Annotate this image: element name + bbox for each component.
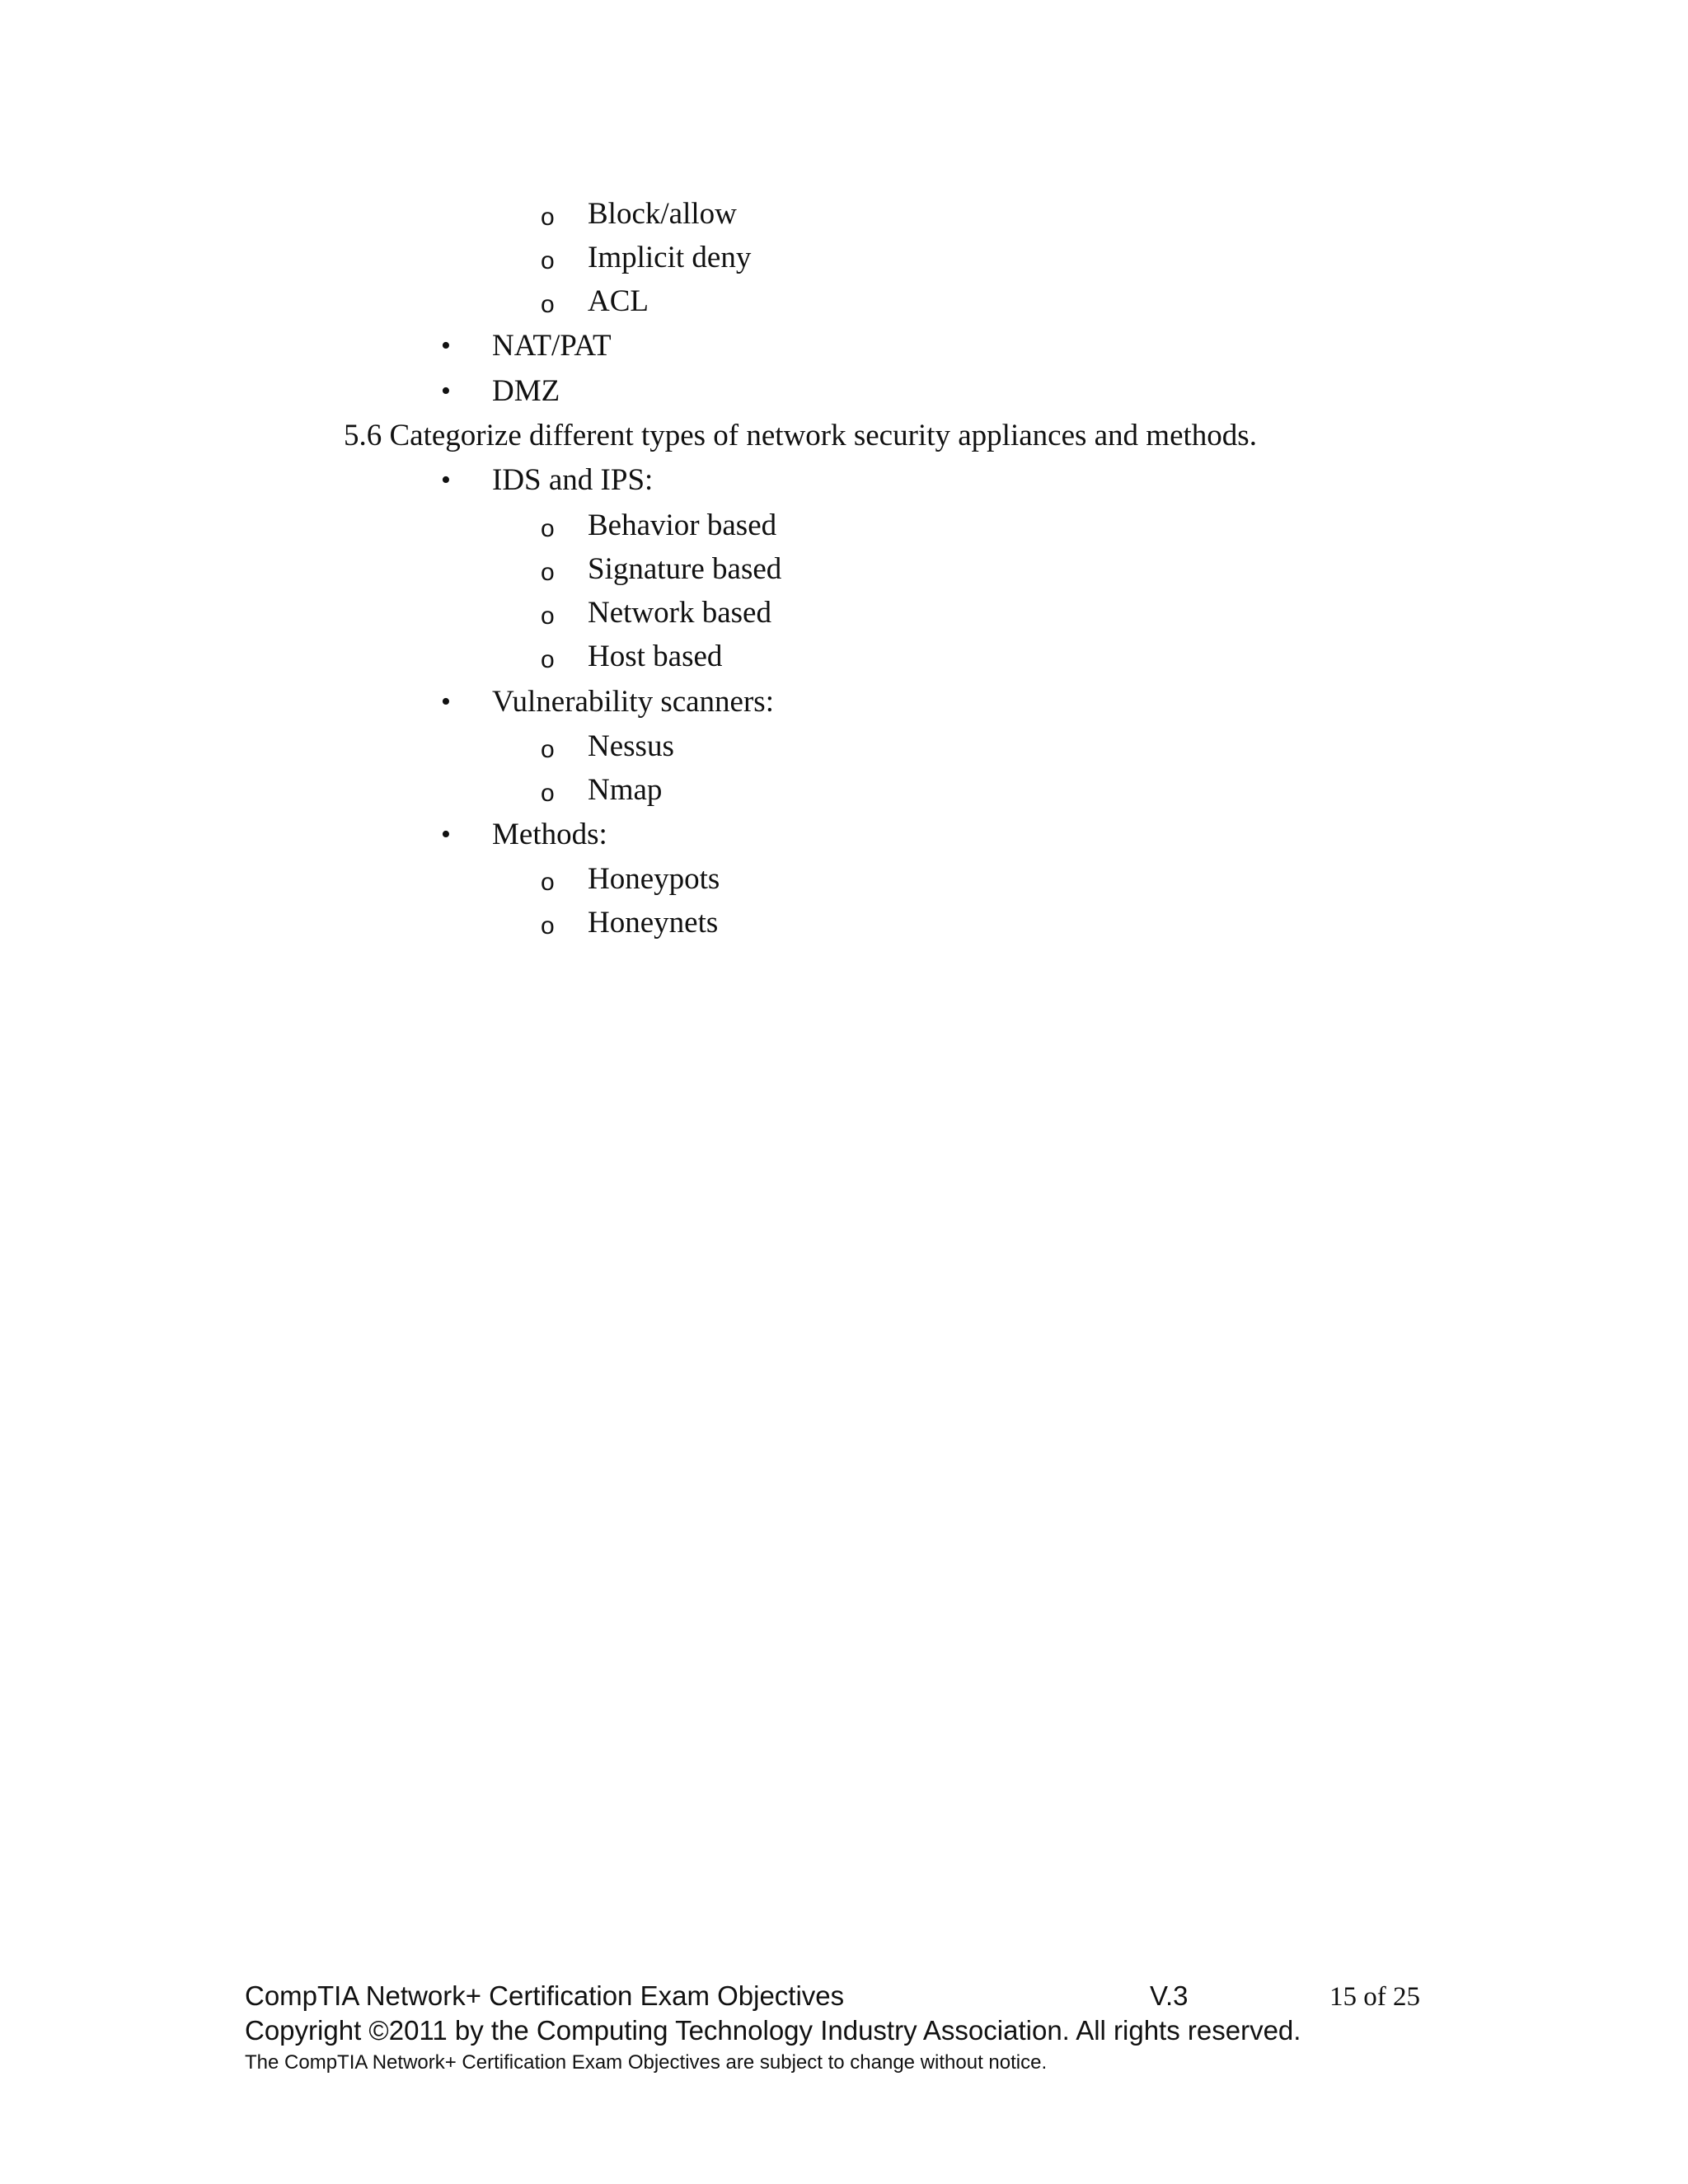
list-item: Honeypots <box>588 862 720 896</box>
list-item: Nmap <box>588 773 663 807</box>
list-item: Implicit deny <box>588 241 752 274</box>
section-heading: 5.6 Categorize different types of network security appliances and methods. <box>344 419 1257 452</box>
list-item: DMZ <box>492 374 560 408</box>
list-item: ACL <box>588 284 649 318</box>
list-item: Host based <box>588 640 723 673</box>
list-item: NAT/PAT <box>492 329 612 363</box>
list-item: Behavior based <box>588 509 777 542</box>
sub-bullet-icon: o <box>541 247 555 274</box>
footer-title: CompTIA Network+ Certification Exam Objectives <box>245 1980 845 2011</box>
bullet-icon: • <box>441 376 451 406</box>
footer-notice: The CompTIA Network+ Certification Exam Objectives are subject to change without notice. <box>245 2051 1048 2074</box>
list-item: Methods: <box>492 818 607 851</box>
list-item: Block/allow <box>588 197 737 231</box>
list-item: Signature based <box>588 552 782 586</box>
sub-bullet-icon: o <box>541 291 555 318</box>
list-item: IDS and IPS: <box>492 463 654 497</box>
footer-version: V.3 <box>1150 1980 1189 2011</box>
sub-bullet-icon: o <box>541 780 555 807</box>
sub-bullet-icon: o <box>541 736 555 763</box>
sub-bullet-icon: o <box>541 515 555 542</box>
sub-bullet-icon: o <box>541 204 555 231</box>
sub-bullet-icon: o <box>541 559 555 586</box>
sub-bullet-icon: o <box>541 602 555 630</box>
bullet-icon: • <box>441 819 451 850</box>
bullet-icon: • <box>441 465 451 495</box>
bullet-icon: • <box>441 330 451 361</box>
footer-copyright: Copyright ©2011 by the Computing Technology Industry Association. All rights reserved. <box>245 2015 1301 2046</box>
list-item: Vulnerability scanners: <box>492 685 774 719</box>
list-item: Network based <box>588 596 771 630</box>
sub-bullet-icon: o <box>541 869 555 896</box>
list-item: Nessus <box>588 729 674 763</box>
bullet-icon: • <box>441 687 451 717</box>
footer-page-number: 15 of 25 <box>1329 1982 1420 2012</box>
sub-bullet-icon: o <box>541 646 555 673</box>
list-item: Honeynets <box>588 906 719 940</box>
sub-bullet-icon: o <box>541 912 555 940</box>
